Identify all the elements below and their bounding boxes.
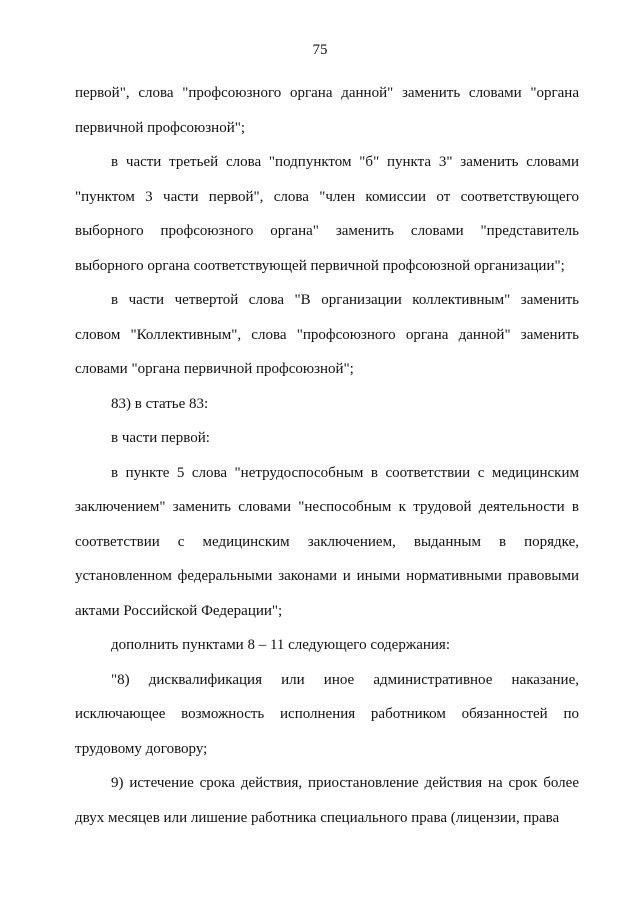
paragraph-part-one: в части первой: — [111, 430, 210, 446]
document-body — [75, 76, 579, 835]
page-number: 75 — [312, 42, 328, 58]
paragraph-add-points: дополнить пунктами 8 – 11 следующего содержания: — [111, 637, 450, 653]
paragraph-continuation: первой", слова "профсоюзного органа данной" заменить словами "органа первичной профсоюзной"; — [75, 85, 579, 136]
paragraph-point-8: "8) дисквалификация или иное административное наказание, исключающее возможность исполнения работником обязанностей по трудовому договору; — [75, 671, 579, 757]
paragraph-item-83: 83) в статье 83: — [111, 395, 209, 412]
paragraph-part-four: в части четвертой слова "В организации коллективным" заменить словом "Коллективным", слова "профсоюзного органа данной" заменить словами "органа первичной профсоюзной"; — [75, 292, 579, 377]
paragraph-point-9: 9) истечение срока действия, приостановление действия на срок более двух месяцев или лишение работника специального права (лицензии, права — [75, 775, 579, 826]
paragraph-point-5: в пункте 5 слова "нетрудоспособным в соответствии с медицинским заключением" заменить словами "неспособным к трудовой деятельности в соответствии с медицинским заключением, выданным в порядке, установленном федеральными законами и иными нормативными правовыми актами Российской Федерации"; — [75, 464, 579, 619]
paragraph-part-three: в части третьей слова "подпунктом "б" пункта 3" заменить словами "пунктом 3 части первой", слова "член комиссии от соответствующего выборного профсоюзного органа" заменить словами "представитель выборного органа соответствующей первичной профсоюзной организации"; — [75, 154, 579, 274]
